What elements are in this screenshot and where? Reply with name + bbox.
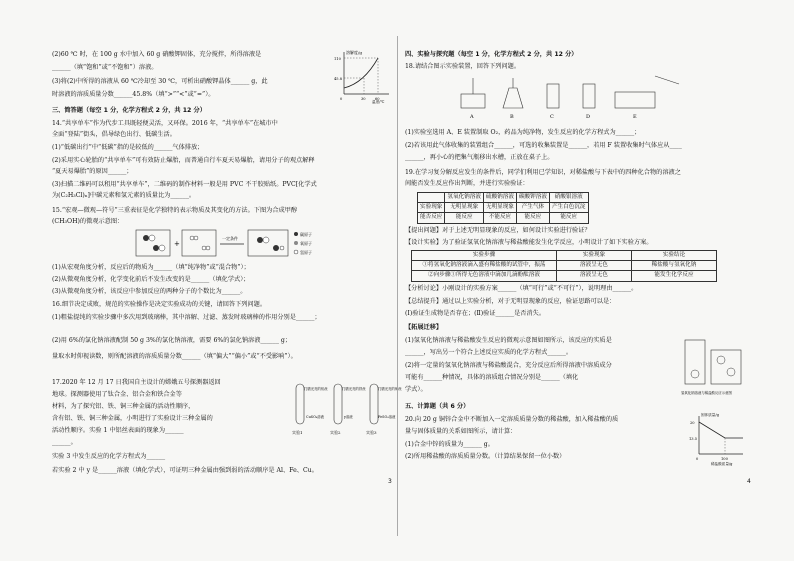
graph-ytick-20: 20: [690, 421, 695, 425]
table1-cell: 实验现象: [418, 203, 445, 213]
curve-y-label: 溶解度/g: [346, 50, 362, 55]
methanol-synthesis-diagram: [134, 226, 334, 260]
test-tube-experiments: [290, 378, 402, 450]
table1-cell: 产生白色沉淀: [549, 203, 588, 213]
table2-cell: ②向步骤①所得无色溶液中滴加几滴酚酞溶液: [412, 271, 557, 281]
legend-carbon: 碳原子: [300, 232, 312, 237]
table1-header-4: 硝酸银溶液: [549, 193, 588, 203]
q15-line-2: (CH₃OH)的微观示意图：: [52, 218, 124, 225]
section-3-title: 三、简答题（每空 1 分，化学方程式 2 分，共 12 分）: [52, 107, 206, 114]
q15-line-4: (2)从微观角度分析，化学变化前后不发生改变的是______（填化学式）；: [52, 276, 250, 283]
apparatus-e: E: [633, 114, 637, 120]
graph-ytick-13-5: 13.5: [689, 437, 698, 441]
tube3-wire: 打磨光亮的铜丝: [378, 387, 402, 391]
q19-summary-1: 【总结提升】通过以上实验分析，对于无明显现象的反应，验证思路可以是：: [405, 298, 616, 305]
q16-line-3: (2)用 6%的氯化钠溶液配制 50 g 3%的氯化钠溶液，需要 6%的氯化钠溶液______ g；: [52, 337, 292, 344]
q19-ext-1: (1)氢氧化钠溶液与稀盐酸发生反应的微观示意图如图所示，该反应的实质是: [405, 337, 612, 344]
q15-line-1: 15.“宏观—微观—符号”三重表征是化学独特的表示物质及其变化的方法。下图为合成甲醇: [52, 207, 298, 214]
q14-line-7: 为(C₂H₃Cl)ₙ]中碳元素和氢元素的质量比为______。: [52, 192, 196, 199]
q20-line-2: 量与固体质量的关系如图所示，请计算：: [405, 428, 517, 435]
q19-line-2: 间能否发生反应作出判断，并进行实验验证：: [405, 180, 529, 187]
table2-cell: ①将氢氧化钠溶液滴入盛有稀盐酸的试管中，振荡: [412, 261, 557, 271]
table1-cell: 能反应: [445, 213, 484, 223]
q14-line-3: (1)“低碳出行”中“低碳”指的是较低的______气体排放；: [52, 144, 204, 151]
table1-header-1: 氢氧化钠溶液: [445, 193, 484, 203]
q19-design: 【设计实验】为了验证氢氧化钠溶液与稀盐酸能发生化学反应，小明设计了如下实验方案。: [405, 239, 653, 246]
curve-tick-30: 30: [361, 97, 366, 101]
reaction-table: [417, 192, 589, 224]
curve-tick-45-8: 45.8: [334, 77, 343, 81]
q20-line-3: (1)合金中锌的质量为______ g。: [405, 441, 494, 448]
q17-line-2: 地球。探测器使用了钛合金、铝合金和铁合金等: [52, 391, 182, 398]
q19-ext-4: 可能有______种情况，具体的溶质组合情况分别是______（填化: [405, 374, 579, 381]
table1-cell: 能反应: [549, 213, 588, 223]
apparatus-b: B: [510, 114, 514, 120]
q13-line-2: ______（填“饱和”或“不饱和”）溶液。: [52, 64, 158, 71]
q16-line-1: 16.细节决定成败，规范的实验操作是决定实验成功的关键，请回答下列问题。: [52, 301, 267, 308]
q16-line-2: (1)粗盐提纯的实验步骤中多次用到玻璃棒，其中溶解、过滤、蒸发时玻璃棒的作用分别是______；: [52, 314, 321, 321]
q17-line-6: ______。: [52, 439, 77, 446]
section-5-title: 五、计算题（共 6 分）: [405, 403, 470, 410]
legend-hydrogen: 氢原子: [300, 250, 312, 255]
q19-analysis: 【分析讨论】小刚设计的实验方案______（填“可行”或“不可行”），说明理由______。: [405, 285, 638, 292]
tube1-solution: CuSO₄溶液: [306, 415, 325, 419]
q13-line-3: (3)将(2)中所得的溶液从 60 ℃冷却至 30 ℃，可析出硝酸钾晶体______ g，此: [52, 78, 268, 85]
q13-line-1: (2)60 ℃ 时，在 100 g 水中加入 60 g 硝酸钾固体，充分搅拌，所得溶液是: [52, 51, 262, 58]
curve-tick-60: 60: [375, 97, 380, 101]
q18-line-1: (1)实验室选用 A、E 装置制取 O₂，药品为纯净物，发生反应的化学方程式为______；: [405, 129, 641, 136]
section-4-title: 四、实验与探究题（每空 1 分，化学方程式 2 分，共 12 分）: [405, 51, 578, 58]
mass-graph: [689, 410, 745, 466]
q19-extension-title: 【拓展迁移】: [405, 324, 443, 331]
tube2-wire: 打磨光亮的铁丝: [342, 387, 366, 391]
q17-line-4: 含有铝、铁、铜三种金属，小明进行了实验设计三种金属的: [52, 415, 213, 422]
neutralization-diagram: [681, 334, 745, 400]
table1-cell: 能否反应: [418, 213, 445, 223]
table2-cell: 溶液呈无色: [557, 271, 632, 281]
column-divider: [397, 36, 398, 536]
tube2-solution: y溶液: [344, 415, 353, 419]
micro-caption: 氢氧化钠溶液与稀盐酸反应示意图: [681, 391, 732, 395]
q14-line-1: 14.“共享单车”作为代步工具既轻便灵活，又环保。2016 年，“共享单车”在城市中: [52, 120, 278, 127]
q15-line-3: (1)从宏观角度分析，反应后的物质为______（填“纯净物”或“混合物”）；: [52, 264, 250, 271]
page-number-left: 3: [388, 478, 392, 485]
q14-line-4: (2)采用实心轮胎的“共享单车”可有效防止爆胎，而普通自行车夏天易爆胎，请用分子的观点解释: [52, 157, 315, 164]
tube2-label: 实验2: [330, 430, 341, 435]
table1-header-3: 碳酸钾溶液: [516, 193, 549, 203]
q14-line-2: 全面“登陆”街头，倡导绿色出行、低碳生活。: [52, 131, 176, 138]
q16-line-4: 量取水时仰视读数，则所配溶液的溶质质量分数______（填“偏大”“偏小”或“不受影响”）。: [52, 353, 297, 360]
q20-line-4: (2)所用稀盐酸的溶质质量分数。（计算结果保留一位小数）: [405, 453, 566, 460]
q19-ext-3: (2)将一定量的氢氧化钠溶液与稀盐酸混合，充分反应后所得溶液中溶质成分: [405, 362, 612, 369]
lab-apparatus-figure: [455, 74, 685, 122]
tube1-label: 实验1: [292, 430, 303, 435]
curve-tick-110: 110: [334, 57, 341, 61]
tube1-wire: 打磨光亮的铝丝: [304, 387, 328, 391]
q19-ext-2: ______，写出另一个符合上述反应实质的化学方程式______。: [405, 349, 573, 356]
experiment-table: [411, 250, 717, 282]
table1-cell: 产生气体: [516, 203, 549, 213]
q14-line-5: “夏天易爆胎”的原因______；: [52, 168, 133, 175]
graph-xlabel: 稀盐酸质量/g: [711, 462, 733, 466]
table1-header-0: [418, 193, 445, 203]
table1-cell: 无明显现象: [445, 203, 484, 213]
q19-summary-2: (Ⅰ)验证生成物是否存在；(Ⅱ)验证______是否消失。: [405, 310, 546, 317]
table2-header-2: 实验结论: [632, 251, 717, 261]
table2-header-0: 实验步骤: [412, 251, 557, 261]
curve-tick-0: 0: [340, 97, 343, 101]
solubility-curve-figure: [334, 48, 392, 103]
q17-line-5: 活动性顺序。实验 1 中铝丝表面的现象为______: [52, 427, 184, 434]
catalyst-label: 一定条件: [222, 236, 238, 241]
q18-line-2: (2)若该用此气体收集的装置组合______，可选的收集装置是______，若用 F 装置收集时气体应从____: [405, 142, 682, 149]
table1-cell: 能反应: [516, 213, 549, 223]
q14-line-6: (3)扫描二维码可以租用“共享单车”，二维码的制作材料一般是用 PVC 不干胶贴纸。PVC[化学式: [52, 181, 317, 188]
table2-cell: 能发生化学反应: [632, 271, 717, 281]
q17-line-8: 若实验 2 中 y 是______溶液（填化学式），可证明三种金属由强到弱的活动顺序是 Al、Fe、Cu。: [52, 467, 318, 474]
table1-header-2: 硫酸钠溶液: [483, 193, 516, 203]
q15-line-5: (3)从微观角度分析，该反应中参加反应的两种分子的个数比为______。: [52, 288, 247, 295]
page-number-right: 4: [747, 478, 751, 485]
svg-text:+: +: [174, 240, 180, 248]
q17-line-3: 材料，为了探究铝、铁、铜三种金属的活动性顺序，: [52, 403, 195, 410]
table1-cell: 无明显现象: [483, 203, 516, 213]
q17-line-1: 17.2020 年 12 月 17 日我国自主设计的嫦娥五号探测器返回: [52, 379, 221, 386]
q18-intro: 18.请结合图示实验装置，回答下列问题。: [405, 63, 521, 70]
table2-cell: 稀盐酸与氢氧化钠: [632, 261, 717, 271]
q19-ext-5: 学式）。: [405, 386, 427, 393]
curve-x-label: 温度/℃: [372, 100, 385, 104]
graph-xtick-100: 100: [721, 457, 728, 461]
legend-oxygen: 氧原子: [300, 241, 312, 246]
table1-cell: 不能反应: [483, 213, 516, 223]
q19-question: 【提出问题】对于上述无明显现象的反应，如何设计实验进行验证？: [405, 227, 591, 234]
q19-line-1: 19.在学习复分解反应发生的条件后，同学们利用已学知识，对稀盐酸与下表中的四种化合物的溶液之: [405, 169, 681, 176]
apparatus-d: D: [586, 114, 591, 120]
graph-xtick-0: 0: [696, 457, 699, 461]
tube3-solution: FeSO₄溶液: [378, 415, 396, 419]
apparatus-c: C: [550, 114, 554, 120]
apparatus-a: A: [470, 114, 474, 120]
q18-line-3: ______，再小心的把集气瓶移出水槽，正放在桌子上。: [405, 154, 554, 161]
table2-cell: 溶液呈无色: [557, 261, 632, 271]
graph-ylabel: 固体质量/g: [701, 413, 719, 417]
tube3-label: 实验3: [366, 430, 377, 435]
table2-header-1: 实验现象: [557, 251, 632, 261]
q20-line-1: 20.向 20 g 铜锌合金中不断加入一定溶质质量分数的稀盐酸，加入稀盐酸的质: [405, 416, 619, 423]
q13-line-4: 时溶液的溶质质量分数______45.8%（填“>”“<”或“=”）。: [52, 91, 215, 98]
q17-line-7: 实验 3 中发生反应的化学方程式为______: [52, 453, 166, 460]
